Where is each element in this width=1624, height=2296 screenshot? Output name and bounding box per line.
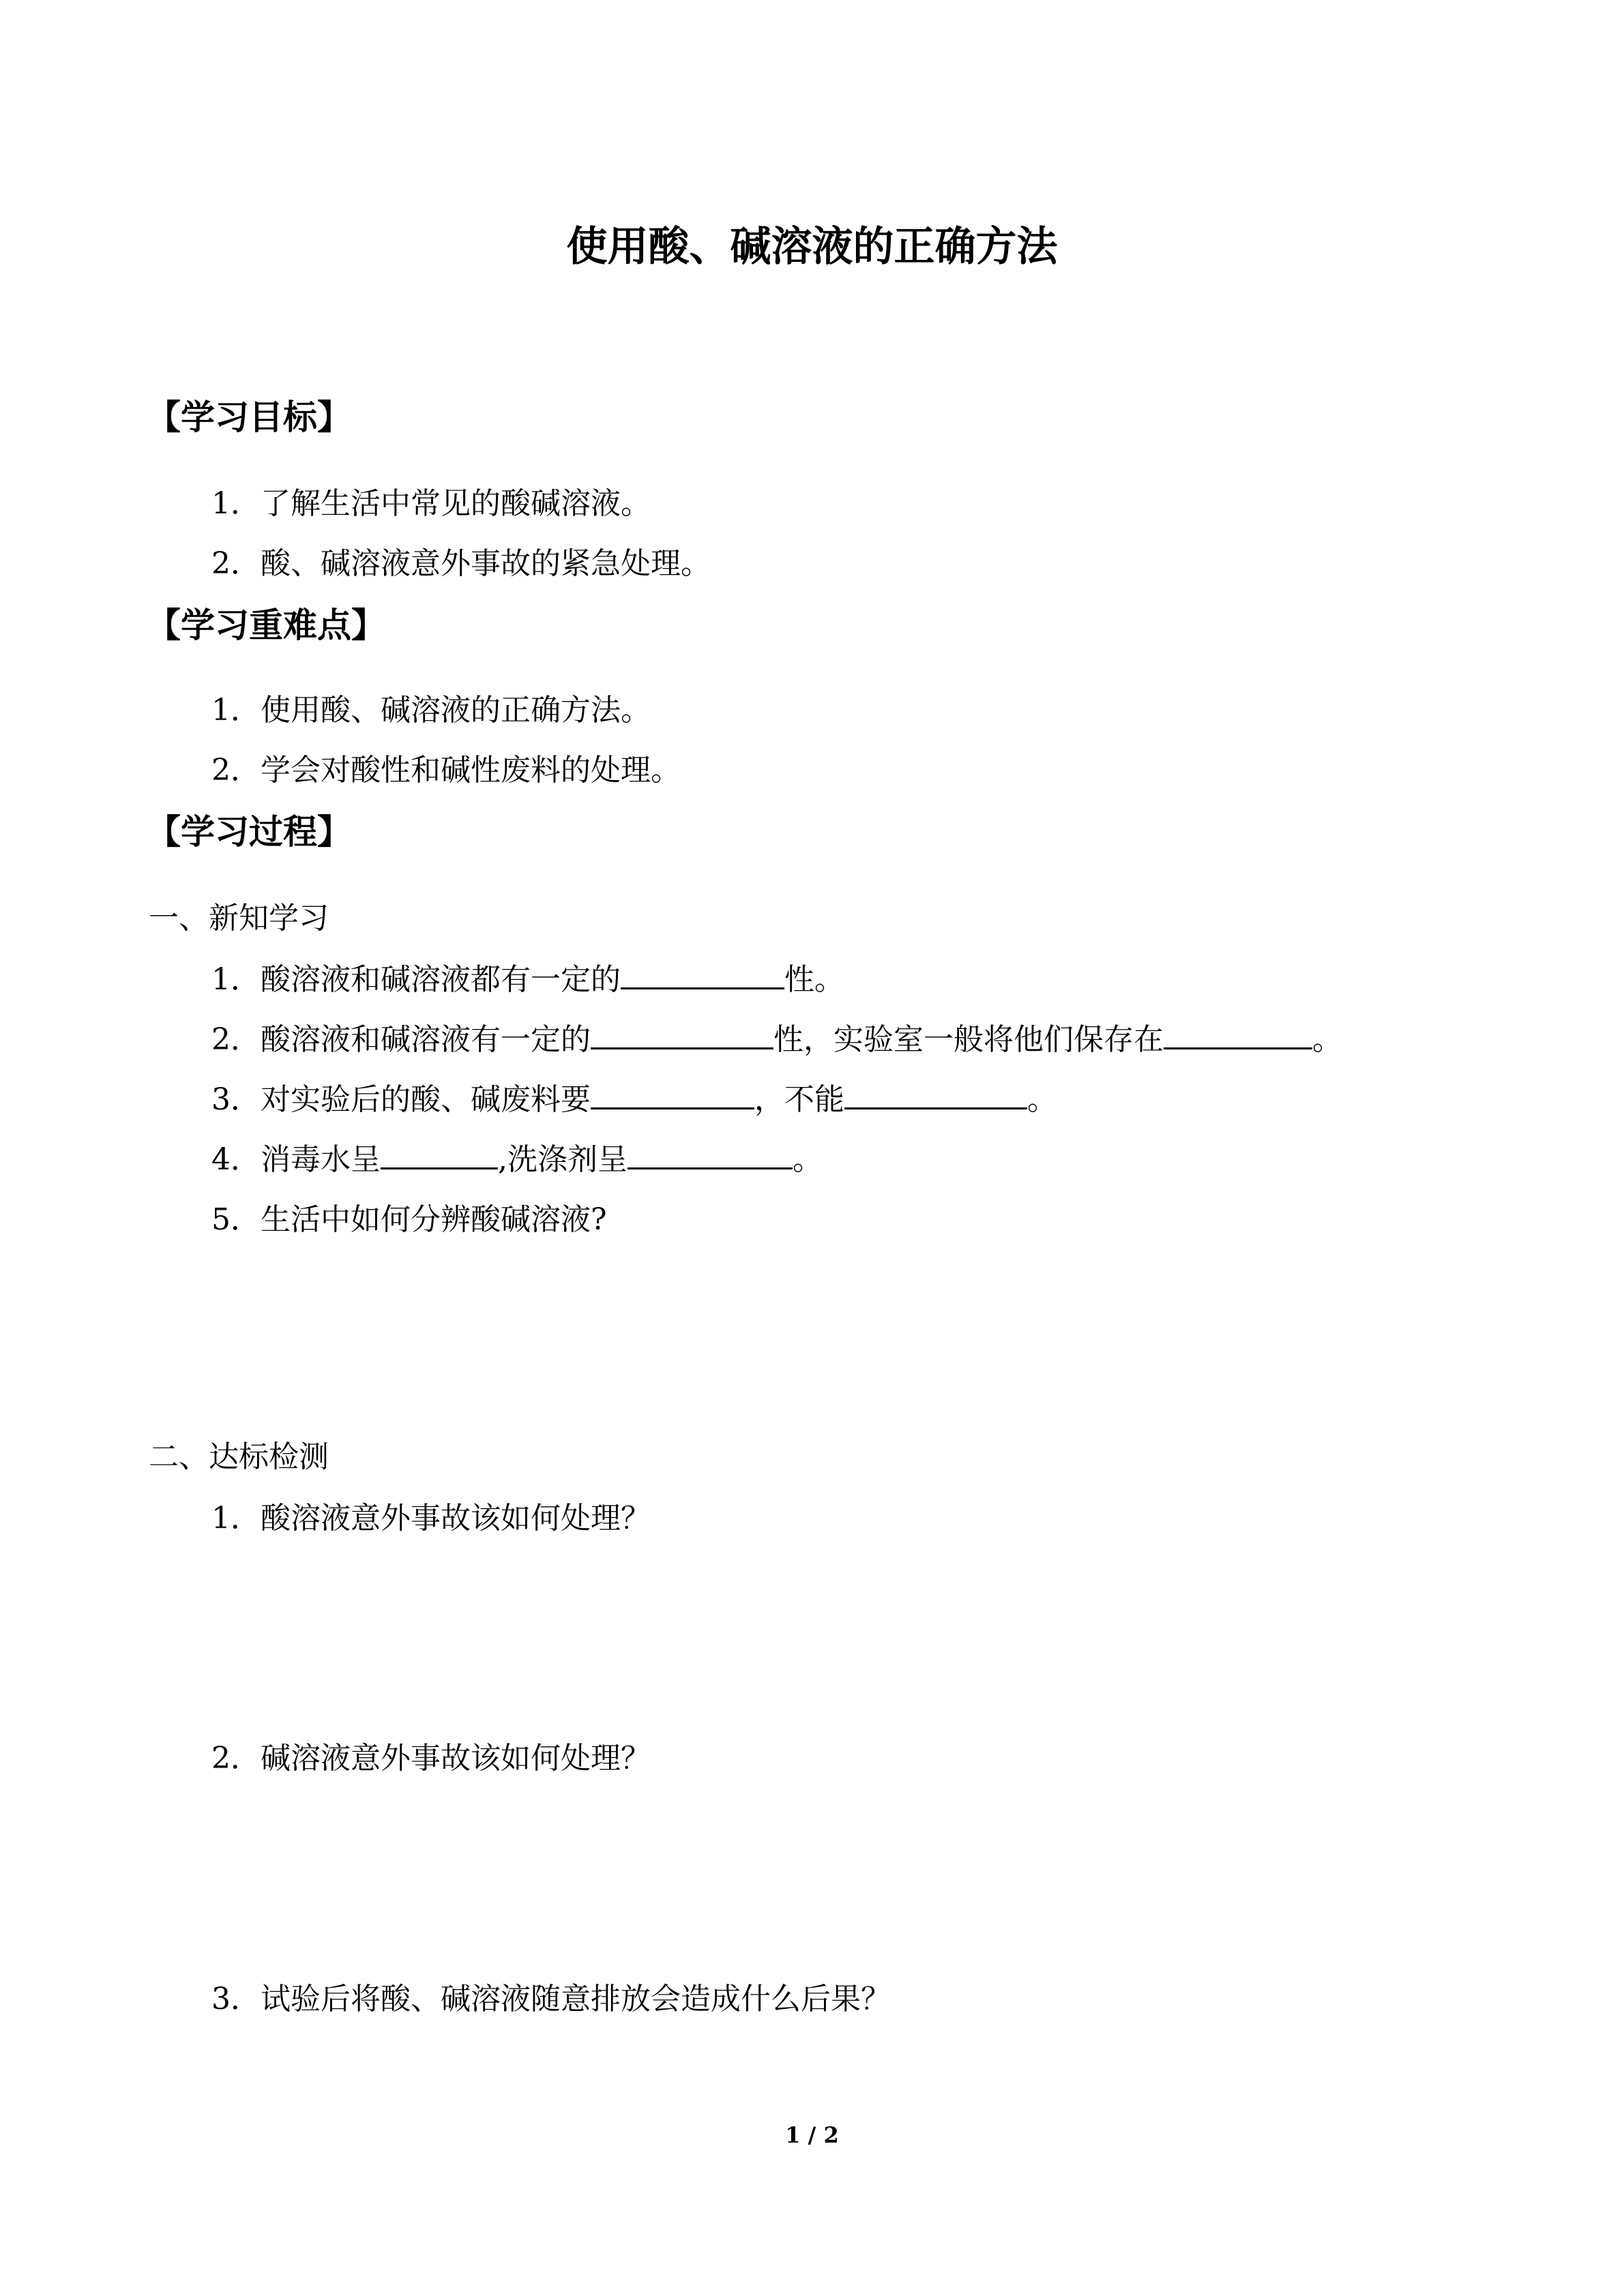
- key-point-item-1: 1．使用酸、碱溶液的正确方法。: [211, 693, 651, 728]
- q2-text-a: 2．酸溶液和碱溶液有一定的: [211, 1022, 591, 1057]
- process-heading: 【学习过程】: [147, 812, 351, 852]
- fill-question-3: [211, 1075, 1057, 1118]
- page-title: 使用酸、碱溶液的正确方法: [566, 223, 1058, 271]
- key-points-heading: 【学习重难点】: [147, 606, 385, 645]
- q2-text-b: 性，实验室一般将他们保存在: [773, 1022, 1164, 1057]
- question-5: 5．生活中如何分辨酸碱溶液?: [211, 1202, 607, 1237]
- q3-text-b: ，不能: [754, 1082, 844, 1117]
- q2-text-c: 。: [1312, 1022, 1342, 1057]
- q1-text-b: 性。: [784, 962, 844, 997]
- part1-label: 一、新知学习: [149, 901, 329, 936]
- q1-text-a: 1．酸溶液和碱溶液都有一定的: [211, 962, 621, 997]
- answer-blank-4b[interactable]: [628, 1140, 793, 1169]
- q4-text-c: 。: [793, 1142, 823, 1177]
- q3-text-c: 。: [1027, 1082, 1057, 1117]
- fill-question-1: [211, 955, 844, 998]
- check-question-2: 2．碱溶液意外事故该如何处理？: [211, 1741, 651, 1776]
- fill-question-2: [211, 1015, 1342, 1058]
- q4-text-a: 4．消毒水呈: [211, 1142, 381, 1177]
- part2-label: 二、达标检测: [149, 1440, 329, 1474]
- answer-blank-4a[interactable]: [381, 1140, 498, 1169]
- objective-item-2: 2．酸、碱溶液意外事故的紧急处理。: [211, 546, 711, 581]
- answer-blank-3a[interactable]: [591, 1080, 754, 1109]
- q3-text-a: 3．对实验后的酸、碱废料要: [211, 1082, 591, 1117]
- objectives-heading: 【学习目标】: [147, 398, 351, 437]
- fill-question-4: [211, 1135, 823, 1178]
- answer-blank-2a[interactable]: [591, 1020, 773, 1049]
- check-question-1: 1．酸溶液意外事故该如何处理？: [211, 1501, 651, 1536]
- answer-blank-3b[interactable]: [844, 1080, 1027, 1109]
- objective-item-1: 1．了解生活中常见的酸碱溶液。: [211, 486, 651, 521]
- check-question-3: 3．试验后将酸、碱溶液随意排放会造成什么后果？: [211, 1982, 891, 2016]
- answer-blank-2b[interactable]: [1164, 1020, 1312, 1049]
- page-number: 1 / 2: [785, 2122, 839, 2148]
- q4-text-b: ,洗涤剂呈: [498, 1142, 628, 1177]
- key-point-item-2: 2．学会对酸性和碱性废料的处理。: [211, 753, 681, 788]
- answer-blank-1[interactable]: [621, 960, 784, 989]
